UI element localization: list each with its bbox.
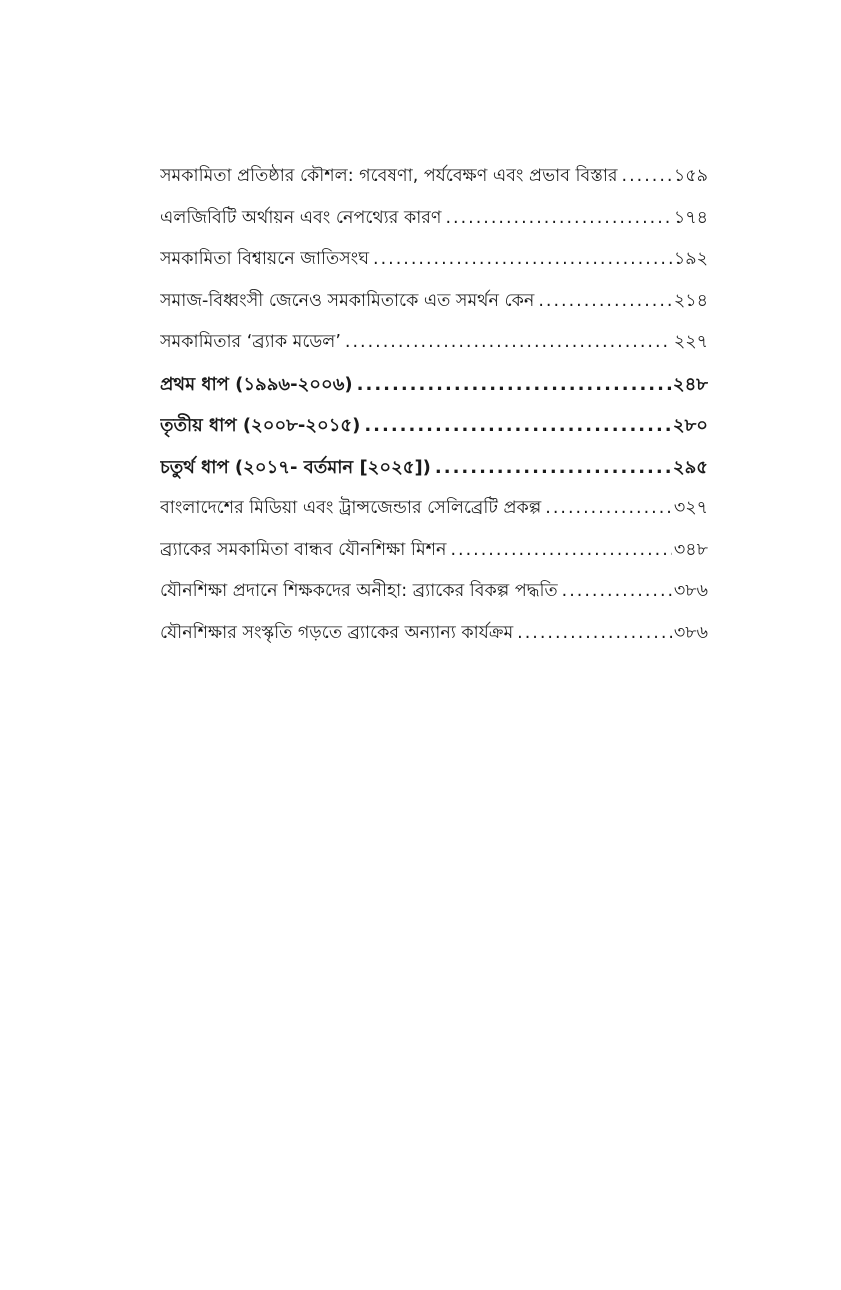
toc-entry-title: এলজিবিটি অর্থায়ন এবং নেপথ্যের কারণ <box>160 207 442 228</box>
toc-entry-title: সমকামিতার ‘ব্র্যাক মডেল’ <box>160 332 341 352</box>
toc-leader-dots <box>622 156 672 198</box>
toc-entry <box>160 488 708 530</box>
toc-entry <box>160 198 708 240</box>
toc-entry-page: ৩৮৬ <box>673 581 708 601</box>
toc-entry-page: ৩৪৮ <box>673 539 708 560</box>
toc-entry-page: ২২৭ <box>673 332 708 352</box>
toc-leader-dots <box>445 198 671 240</box>
toc-entry <box>160 571 708 613</box>
toc-leader-dots <box>562 571 672 613</box>
toc-entry <box>160 530 708 572</box>
table-of-contents <box>160 156 708 654</box>
toc-entry-title: চতুর্থ ধাপ (২০১৭- বর্তমান [২০২৫]) <box>160 456 431 478</box>
toc-entry-page: ৩২৭ <box>673 498 708 518</box>
toc-entry-page: ৩৮৬ <box>673 622 708 643</box>
toc-leader-dots <box>345 322 672 364</box>
toc-entry-title: প্রথম ধাপ (১৯৯৬-২০০৬) <box>160 373 353 395</box>
toc-entry-section <box>160 405 708 447</box>
toc-leader-dots <box>364 405 671 447</box>
toc-entry-page: ২১৪ <box>673 290 708 311</box>
toc-leader-dots <box>357 364 671 406</box>
toc-entry-title: বাংলাদেশের মিডিয়া এবং ট্রান্সজেন্ডার সেলিব্রেটি প্রকল্প <box>160 498 542 518</box>
toc-entry-page: ১৯২ <box>673 249 708 269</box>
toc-entry <box>160 239 708 281</box>
toc-leader-dots <box>517 613 672 655</box>
toc-entry-page: ১৫৯ <box>673 166 708 186</box>
toc-entry-page: ২৪৮ <box>672 373 708 395</box>
toc-leader-dots <box>450 530 671 572</box>
toc-leader-dots <box>373 239 672 281</box>
toc-leader-dots <box>435 447 671 489</box>
toc-entry-title: সমকামিতা বিশ্বায়নে জাতিসংঘ <box>160 249 370 269</box>
toc-leader-dots <box>538 281 672 323</box>
toc-entry-section <box>160 447 708 489</box>
toc-entry <box>160 281 708 323</box>
toc-entry-section <box>160 364 708 406</box>
toc-entry-page: ১৭৪ <box>673 207 708 228</box>
toc-entry <box>160 322 708 364</box>
toc-entry-title: যৌনশিক্ষার সংস্কৃতি গড়তে ব্র্যাকের অন্যান্য কার্যক্রম <box>160 622 514 643</box>
toc-entry-page: ২৯৫ <box>672 456 708 478</box>
toc-entry-title: সমাজ-বিধ্বংসী জেনেও সমকামিতাকে এত সমর্থন কেন <box>160 290 535 311</box>
toc-entry-title: সমকামিতা প্রতিষ্ঠার কৌশল: গবেষণা, পর্যবেক্ষণ এবং প্রভাব বিস্তার <box>160 166 618 186</box>
toc-leader-dots <box>545 488 672 530</box>
toc-entry-title: তৃতীয় ধাপ (২০০৮-২০১৫) <box>160 415 361 436</box>
toc-entry <box>160 156 708 198</box>
toc-entry-page: ২৮০ <box>672 415 708 436</box>
toc-entry <box>160 613 708 655</box>
toc-entry-title: যৌনশিক্ষা প্রদানে শিক্ষকদের অনীহা: ব্র্যাকের বিকল্প পদ্ধতি <box>160 581 558 601</box>
toc-entry-title: ব্র্যাকের সমকামিতা বান্ধব যৌনশিক্ষা মিশন <box>160 539 447 560</box>
